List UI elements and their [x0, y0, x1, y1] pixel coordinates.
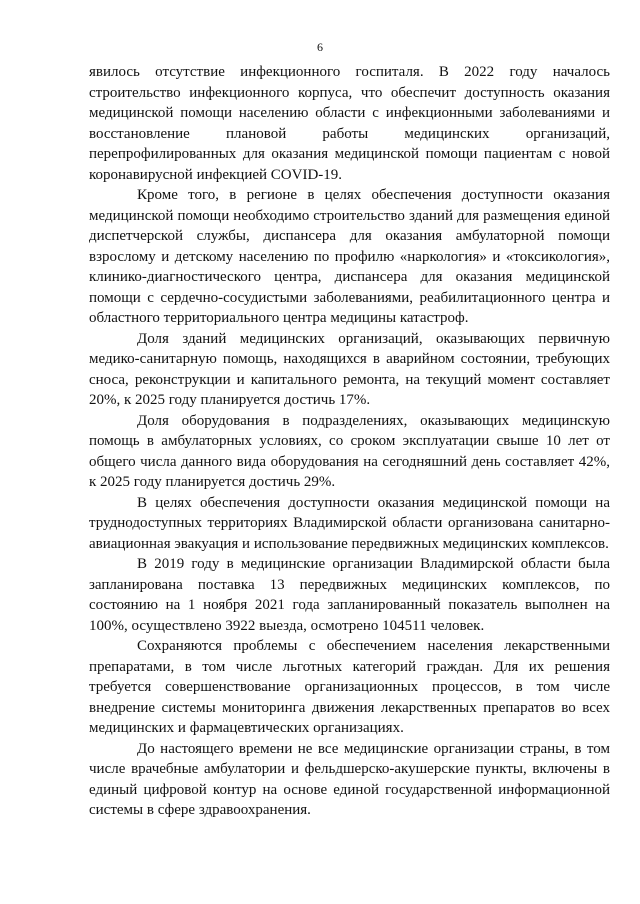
paragraph-equipment-share: Доля оборудования в подразделениях, оказывающих медицинскую помощь в амбулаторных условиях, со сроком эксплуатации свыше 10 лет от общего числа данного вида оборудования на сегодняшний день составляет 42%, к 2025 году планируется достичь 29%. — [89, 412, 610, 490]
paragraph-infectious-hospital: явилось отсутствие инфекционного госпиталя. В 2022 году началось строительство инфекционного корпуса, что обеспечит доступность оказания медицинской помощи населению области с инфекционными заболеваниями и восстановление плановой работы медицинских организаций, перепрофилированных для оказания медицинской помощи пациентам с новой коронавирусной инфекцией COVID-19. — [89, 64, 610, 183]
paragraph-mobile-complexes: В 2019 году в медицинские организации Владимирской области была запланирована поставка 13 передвижных медицинских комплексов, по состоянию на 1 ноября 2021 года запланированный показатель выполнен на 100%, осуществлено 3922 выезда, осмотрено 104511 человек. — [89, 556, 610, 634]
document-body — [89, 62, 610, 821]
paragraph-remote-territories: В целях обеспечения доступности оказания медицинской помощи на труднодоступных территориях Владимирской области организована санитарно-авиационная эвакуация и использование передвижных медицинских комплексов. — [89, 494, 610, 552]
paragraph-digital-circuit: До настоящего времени не все медицинские организации страны, в том числе врачебные амбулатории и фельдшерско-акушерские пункты, включены в единый цифровой контур на основе единой государственной информационной системы в сфере здравоохранения. — [89, 740, 610, 818]
page-number: 6 — [317, 40, 323, 54]
paragraph-emergency-buildings-share: Доля зданий медицинских организаций, оказывающих первичную медико-санитарную помощь, находящихся в аварийном состоянии, требующих сноса, реконструкции и капитального ремонта, на текущий момент составляет 20%, к 2025 году планируется достичь 17%. — [89, 330, 610, 408]
paragraph-drug-supply: Сохраняются проблемы с обеспечением населения лекарственными препаратами, в том числе льготных категорий граждан. Для их решения требуется совершенствование организационных процессов, в том числе внедрение системы мониторинга движения лекарственных препаратов во всех медицинских и фармацевтических организациях. — [89, 638, 610, 736]
paragraph-construction-needs: Кроме того, в регионе в целях обеспечения доступности оказания медицинской помощи необходимо строительство зданий для размещения единой диспетчерской службы, диспансера для оказания амбулаторной помощи взрослому и детскому населению по профилю «наркология» и «токсикология», клинико-диагностического центра, диспансера для оказания медицинской помощи с сердечно-сосудистыми заболеваниями, реабилитационного центра и областного территориального центра медицины катастроф. — [89, 187, 610, 326]
